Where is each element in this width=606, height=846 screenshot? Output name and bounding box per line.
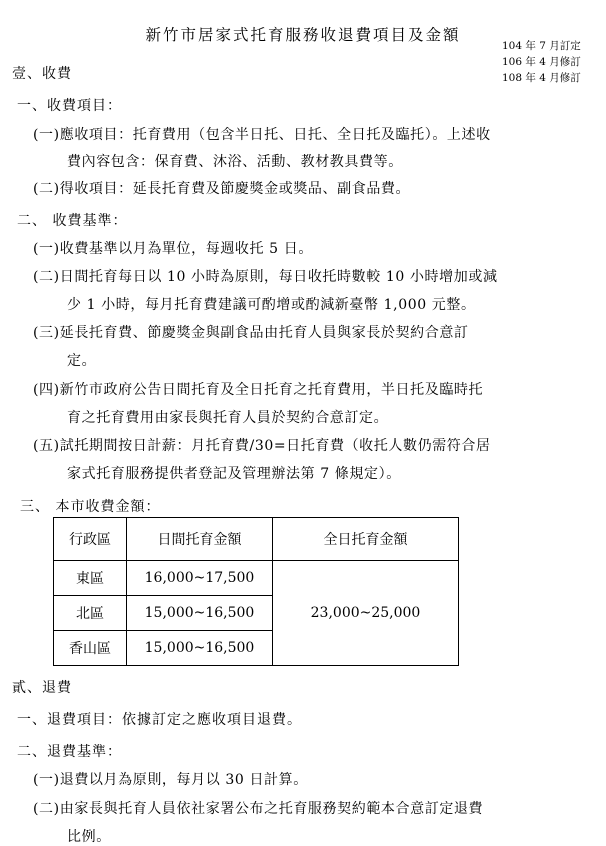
part2-heading: 貳、退費 [12,680,72,696]
cell-day-amount: 15,000~16,500 [127,631,273,666]
header-day-care-amount: 日間托育金額 [127,518,273,561]
cell-day-amount: 16,000~17,500 [127,561,273,596]
paragraph-line: (三)延長托育費、節慶獎金與副食品由托育人員與家長於契約合意訂 [33,325,469,341]
cell-district: 香山區 [54,631,127,666]
section-fee-items-heading: 一、收費項目： [17,98,122,114]
paragraph-line: 定。 [67,353,97,369]
revision-line: 106 年 4 月修訂 [502,56,581,68]
table-row [54,561,459,596]
paragraph-line: 少 1 小時，每月托育費建議可酌增或酌減新臺幣 1,000 元整。 [67,297,476,313]
paragraph-line: (一)收費基準以月為單位，每週收托 5 日。 [33,241,313,257]
revision-line: 104 年 7 月訂定 [502,40,581,52]
revision-line: 108 年 4 月修訂 [502,72,581,84]
paragraph-line: (二)日間托育每日以 10 小時為原則，每日收托時數較 10 小時增加或減 [33,269,498,285]
section-fee-basis-heading: 二、 收費基準： [17,213,128,229]
cell-day-amount: 15,000~16,500 [127,596,273,631]
part1-heading: 壹、收費 [12,66,72,82]
section-refund-items: 一、退費項目：依據訂定之應收項目退費。 [17,712,302,728]
fee-table [53,517,459,666]
table-header-row [54,518,459,561]
paragraph-line: (五)試托期間按日計薪：月托育費/30=日托育費（收托人數仍需符合居 [33,438,491,454]
paragraph-line: 比例。 [67,829,111,845]
section-refund-basis-heading: 二、退費基準： [17,744,122,760]
paragraph-line: (四)新竹市政府公告日間托育及全日托育之托育費用，半日托及臨時托 [33,382,484,398]
cell-full-day-amount: 23,000~25,000 [273,561,459,666]
cell-district: 北區 [54,596,127,631]
paragraph-line: (二)得收項目：延長托育費及節慶獎金或獎品、副食品費。 [33,181,411,197]
cell-district: 東區 [54,561,127,596]
paragraph-line: 育之托育費用由家長與托育人員於契約合意訂定。 [67,410,389,426]
header-district: 行政區 [54,518,127,561]
paragraph-line: (一)應收項目：托育費用（包含半日托、日托、全日托及臨托）。上述收 [33,127,491,143]
document-title: 新竹市居家式托育服務收退費項目及金額 [145,26,461,44]
paragraph-line: (二)由家長與托育人員依社家署公布之托育服務契約範本合意訂定退費 [33,801,484,817]
paragraph-line: (一)退費以月為原則，每月以 30 日計算。 [33,772,308,788]
revision-notes [502,38,581,86]
section-fee-amounts-heading: 三、 本市收費金額： [20,499,161,515]
header-full-day-amount: 全日托育金額 [273,518,459,561]
paragraph-line: 費內容包含：保育費、沐浴、活動、教材教具費等。 [67,154,403,170]
paragraph-line: 家式托育服務提供者登記及管理辦法第 7 條規定）。 [67,466,401,482]
